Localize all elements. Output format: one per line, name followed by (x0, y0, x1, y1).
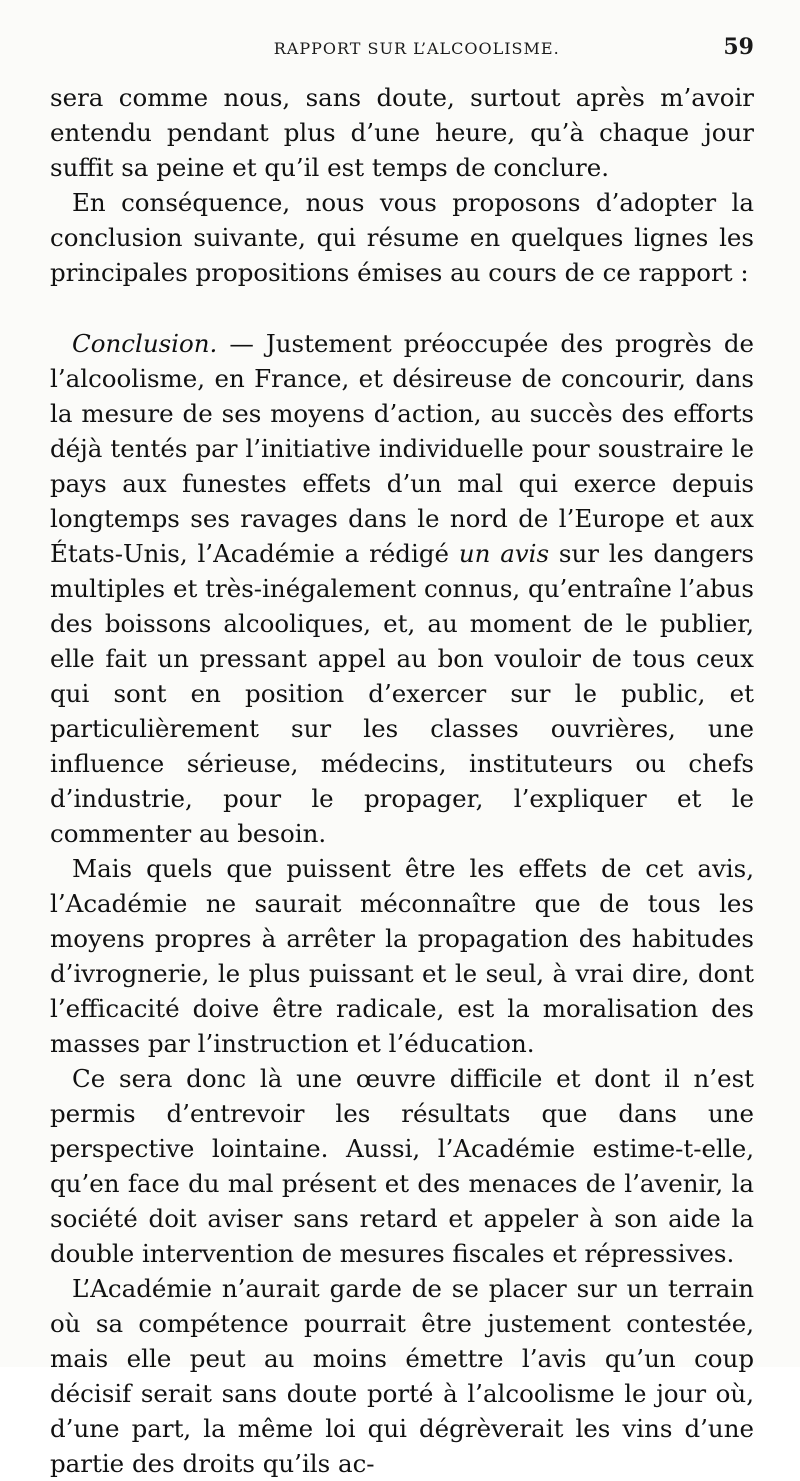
paragraph-moralisation: Mais quels que puissent être les effets de cet avis, l’Académie ne saurait méconnaître que de tous les moyens propres à arrêter la propagation des habitudes d’ivrognerie, le plus puissant et le seul, à vrai dire, dont l’efficacité doive être radicale, est la moralisation des masses par l’instruction et l’éducation. (50, 854, 754, 1058)
paragraph-continuation: sera comme nous, sans doute, surtout après m’avoir entendu pendant plus d’une heure, qu’à chaque jour suffit sa peine et qu’il est temps de conclure. (50, 83, 754, 182)
running-title: RAPPORT SUR L’ALCOOLISME. (273, 39, 560, 58)
paragraph-oeuvre: Ce sera donc là une œuvre difficile et dont il n’est permis d’entrevoir les résultats que dans une perspective lointaine. Aussi, l’Académie estime-t-elle, qu’en face du mal présent et des menaces de l’avenir, la société doit aviser sans retard et appeler à son aide la double intervention de mesures fiscales et répressives. (50, 1064, 754, 1268)
conclusion-text-a: — Justement préoccupée des progrès de l’alcoolisme, en France, et désireuse de concourir, dans la mesure de ses moyens d’action, au succès des efforts déjà tentés par l’initiative individuelle pour soustraire le pays aux funestes effets d’un mal qui exerce depuis longtemps ses ravages dans le nord de l’Europe et aux États-Unis, l’Académie a rédigé (50, 329, 754, 568)
paragraph-proposal: En conséquence, nous vous proposons d’adopter la conclusion suivante, qui résume en quelques lignes les principales propositions émises au cours de ce rapport : (50, 188, 754, 287)
conclusion-avis: un avis (458, 539, 550, 568)
conclusion-label: Conclusion. (72, 329, 218, 358)
body-text (50, 80, 754, 1481)
page-number: 59 (723, 34, 754, 60)
page-header (50, 34, 754, 78)
paragraph-gap (50, 290, 754, 326)
paragraph-conclusion (50, 326, 754, 851)
paragraph-academie: L’Académie n’aurait garde de se placer sur un terrain où sa compétence pourrait être justement contestée, mais elle peut au moins émettre l’avis qu’un coup décisif serait sans doute porté à l’alcoolisme le jour où, d’une part, la même loi qui dégrèverait les vins d’une partie des droits qu’ils ac- (50, 1274, 754, 1478)
conclusion-text-b: sur les dangers multiples et très-inégalement connus, qu’entraîne l’abus des boissons alcooliques, et, au moment de le publier, elle fait un pressant appel au bon vouloir de tous ceux qui sont en position d’exercer sur le public, et particulièrement sur les classes ouvrières, une influence sérieuse, médecins, instituteurs ou chefs d’industrie, pour le propager, l’expliquer et le commenter au besoin. (50, 539, 755, 848)
